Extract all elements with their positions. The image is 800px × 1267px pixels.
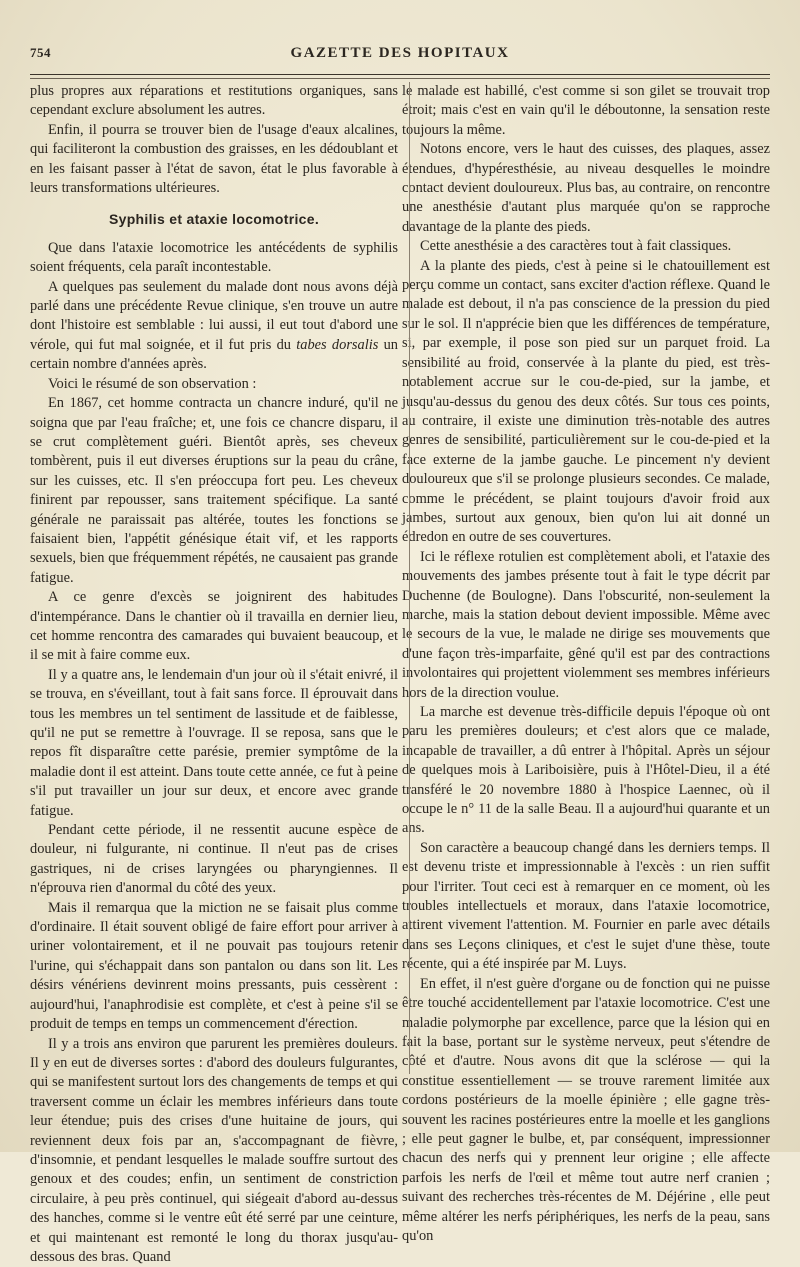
paragraph: le malade est habillé, c'est comme si son gilet se trouvait trop étroit; mais c'est en vain qu'il le déboutonne, la sensation reste toujours la même. — [402, 82, 770, 140]
column-divider — [409, 82, 410, 1074]
paragraph: Il y a quatre ans, le lendemain d'un jour où il s'était enivré, il se trouva, en s'éveillant, tout à fait sans force. Il éprouvait dans tous les membres un tel sentiment de lassitude et de faiblesse, qu'il ne put se remettre à l'ouvrage. Il se reposa, sans que le repos fît disparaître cette parésie, premier symptôme de la maladie dont il est atteint. Dans toute cette année, ce fut à peine s'il put travailler un jour sur deux, et encore avec grande fatigue. — [30, 666, 398, 821]
paragraph: A ce genre d'excès se joignirent des habitudes d'intempérance. Dans le chantier où il travailla en dernier lieu, cet homme rencontra des camarades qui buvaient beaucoup, et il se mit à faire comme eux. — [30, 588, 398, 666]
left-column — [30, 82, 398, 1134]
paragraph: Ici le réflexe rotulien est complètement aboli, et l'ataxie des mouvements des jambes présente tout à fait le type décrit par Duchenne (de Boulogne). Dans l'obscurité, non-seulement la marche, mais la station debout devient impossible. Même avec le secours de la vue, le malade ne dirige ses mouvements que d'une façon très-imparfaite, gêné qu'il est par des contractions involontaires qui projettent violemment ses membres inférieurs hors de la direction voulue. — [402, 548, 770, 703]
paragraph: En 1867, cet homme contracta un chancre induré, qu'il ne soigna que par l'eau fraîche; et, une fois ce chancre disparu, il se crut complètement guéri. Bientôt après, ses cheveux tombèrent, puis il eut diverses éruptions sur la peau du crâne, sur les cuisses, etc. Il s'en préoccupa fort peu. Les cheveux finirent par repousser, sans traitement spécifique. La santé générale ne paraissait pas altérée, toutes les fonctions se faisaient bien, l'appétit génésique était vif, et les rapports sexuels, bien que fréquemment répétés, ne causaient pas grande fatigue. — [30, 394, 398, 588]
paragraph: Notons encore, vers le haut des cuisses, des plaques, assez étendues, d'hypéresthésie, au niveau desquelles le moindre contact devient douloureux. Plus bas, au contraire, on rencontre une anesthésie d'autant plus marquée qu'on se rapproche davantage de la plante des pieds. — [402, 140, 770, 237]
paragraph: A la plante des pieds, c'est à peine si le chatouillement est perçu comme un contact, sans exciter d'action réflexe. Quand le malade est debout, il n'a pas conscience de la pression du pied sur le sol. Il n'apprécie bien que les différences de température, si, par exemple, il pose son pied sur un parquet froid. La sensibilité au froid, conservée à la plante du pied, est très-notablement accrue sur le cou-de-pied, sur la jambe, et jusqu'au-dessus du genou des deux côtés. Sur tous ces points, au contraire, il existe une diminution très-notable des autres genres de sensibilité, particulièrement sur le cou-de-pied et la face externe de la jambe gauche. Le pincement n'y devient douloureux que s'il se prolonge plusieurs secondes. Ce malade, comme le précédent, se plaint toujours d'avoir froid aux jambes, surtout aux genoux, bien qu'on lui ait donné un édredon en outre de ses couvertures. — [402, 257, 770, 548]
right-column — [402, 82, 770, 1134]
paragraph: En effet, il n'est guère d'organe ou de fonction qui ne puisse être touché accidentellement par l'ataxie locomotrice. C'est une maladie polymorphe par excellence, parce que la lésion qui en fait la base, portant sur le système nerveux, peut s'étendre de côté et d'autre. Nous avons dit que la sclérose — qui la constitue essentiellement — se trouve rarement limitée aux cordons postérieurs de la moelle épinière ; elle gagne très-souvent les racines postérieures entre la moelle et les ganglions ; elle peut gagner le bulbe, et, par conséquent, impressionner chacun des nerfs qui y prennent leur origine ; elle affecte parfois les nerfs de l'œil et même tout autre nerf cranien ; suivant des recherches très-récentes de M. Déjérine , elle peut même altérer les nerfs périphériques, les nerfs de la peau, sans qu'on — [402, 975, 770, 1247]
page-header — [30, 38, 770, 68]
paragraph: Que dans l'ataxie locomotrice les antécédents de syphilis soient fréquents, cela paraît incontestable. — [30, 239, 398, 278]
paragraph-text: A quelques pas seulement du malade dont nous avons déjà parlé dans une précédente Revue clinique, s'en trouve un autre dont l'histoire est semblable : lui aussi, il eut tout d'abord une vérole, qui fut mal soignée, et il fut pris du — [30, 279, 398, 353]
paragraph: Enfin, il pourra se trouver bien de l'usage d'eaux alcalines, qui faciliteront la combustion des graisses, en les dédoublant et en les faisant passer à l'état de savon, état le plus favorable à leurs transformations ultérieures. — [30, 121, 398, 199]
page-number: 754 — [30, 45, 51, 61]
header-rule — [30, 74, 770, 75]
paragraph-text: un certain nombre d'années après. — [30, 337, 398, 372]
italic-term: tabes dorsalis — [296, 337, 378, 353]
paragraph: Son caractère a beaucoup changé dans les derniers temps. Il est devenu triste et impressionnable à l'excès : un rien suffit pour l'irriter. Tout ceci est à remarquer en ce moment, où les troubles intellectuels et moraux, dans l'ataxie locomotrice, attirent vivement l'attention. M. Fournier en parle avec détails dans ses Leçons cliniques, et c'est le sujet d'une thèse, toute récente, qui a été inspirée par M. Luys. — [402, 839, 770, 975]
paragraph: Pendant cette période, il ne ressentit aucune espèce de douleur, ni fulgurante, ni continue. Il n'eut pas de crises gastriques, ni de crises laryngées ou pharyngiennes. Il n'éprouva rien d'anormal du côté des yeux. — [30, 821, 398, 899]
paragraph: La marche est devenue très-difficile depuis l'époque où ont paru les premières douleurs; et c'est alors que ce malade, incapable de travailler, a dû entrer à l'hôpital. Après un séjour de quelques mois à Lariboisière, puis à l'Hôtel-Dieu, il a été transféré le 20 novembre 1880 à l'hospice Laennec, où il occupe le n° 11 de la salle Beau. Il a aujourd'hui quarante et un ans. — [402, 703, 770, 839]
article-columns — [30, 82, 770, 1134]
paragraph: Cette anesthésie a des caractères tout à fait classiques. — [402, 237, 770, 256]
journal-title: GAZETTE DES HOPITAUX — [30, 45, 770, 62]
paragraph: Voici le résumé de son observation : — [30, 375, 398, 394]
header-rule-thin — [30, 78, 770, 79]
paragraph: Il y a trois ans environ que parurent les premières douleurs. Il y en eut de diverses sortes : d'abord des douleurs fulgurantes, qui se manifestent surtout lors des changements de temps et qui traversent comme un éclair les membres inférieurs dans toute leur étendue; puis des crises d'une huitaine de jours, qui reviennent deux fois par an, s'accompagnant de fièvre, d'insomnie, et pendant lesquelles le malade souffre surtout des genoux et des coudes; enfin, un sentiment de constriction circulaire, à peu près continuel, qui siégeait d'abord au-dessus des hanches, comme si le ventre eût été serré par une ceinture, et qui maintenant est remonté le long du thorax jusqu'au-dessous des bras. Quand — [30, 1035, 398, 1267]
paragraph: plus propres aux réparations et restitutions organiques, sans cependant exclure absolument les autres. — [30, 82, 398, 121]
paragraph: Mais il remarqua que la miction ne se faisait plus comme d'ordinaire. Il était souvent obligé de faire effort pour arriver à uriner volontairement, et il ne pouvait pas toujours retenir l'urine, qui s'échappait dans son pantalon ou dans son lit. Les désirs vénériens devinrent moins pressants, puis cessèrent : aujourd'hui, l'anaphrodisie est complète, et c'est à peine s'il se produit de temps en temps un commencement d'érection. — [30, 899, 398, 1035]
section-title: Syphilis et ataxie locomotrice. — [30, 210, 398, 229]
paragraph — [30, 278, 398, 375]
